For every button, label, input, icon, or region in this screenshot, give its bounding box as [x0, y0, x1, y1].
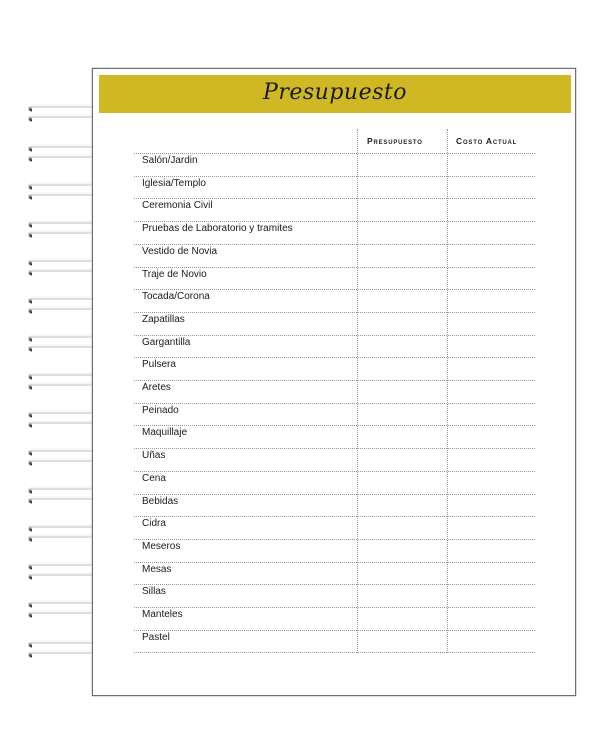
- table-row-label: Tocada/Corona: [142, 291, 210, 303]
- table-row-label: Zapatillas: [142, 313, 185, 325]
- table-row-label: Salón/Jardin: [142, 155, 198, 166]
- table-row-rule: [134, 198, 535, 199]
- table-row-rule: [134, 176, 535, 177]
- table-row-rule: [134, 357, 535, 358]
- table-row-label: Iglesia/Templo: [142, 177, 206, 189]
- table-row-label: Cena: [142, 472, 166, 484]
- table-row-rule: [134, 516, 535, 517]
- table-row-label: Meseros: [142, 540, 181, 552]
- column-divider: [357, 129, 358, 653]
- title-banner: [99, 75, 571, 113]
- table-row-label: Traje de Novio: [142, 268, 207, 280]
- table-row-label: Sillas: [142, 586, 166, 598]
- table-row-rule: [134, 221, 535, 222]
- table-row-label: Pulsera: [142, 359, 176, 371]
- table-row-rule: [134, 380, 535, 381]
- table-row-rule: [134, 607, 535, 608]
- column-divider: [447, 129, 448, 653]
- table-row-rule: [134, 448, 535, 449]
- table-row-label: Gargantilla: [142, 336, 191, 348]
- table-row-label: Bebidas: [142, 495, 179, 507]
- table-row-label: Cidra: [142, 518, 166, 530]
- column-header-presupuesto: Presupuesto: [367, 136, 423, 146]
- table-row-label: Maquillaje: [142, 427, 188, 439]
- table-row-label: Ceremonia Civil: [142, 200, 213, 212]
- page-title: Presupuesto: [263, 80, 407, 105]
- table-row-label: Pruebas de Laboratorio y tramites: [142, 223, 293, 235]
- table-row-rule: [134, 289, 535, 290]
- table-row-label: Aretes: [142, 382, 171, 393]
- planner-page: [92, 68, 576, 696]
- table-row-rule: [134, 584, 535, 585]
- table-row-rule: [134, 267, 535, 268]
- table-row-label: Uñas: [142, 450, 166, 462]
- table-row-rule: [134, 312, 535, 313]
- table-row-rule: [134, 539, 535, 540]
- table-row-label: Pastel: [142, 631, 170, 643]
- table-row-label: Peinado: [142, 404, 179, 416]
- table-row-rule: [134, 562, 535, 563]
- table-row-rule: [134, 652, 535, 653]
- table-row-rule: [134, 244, 535, 245]
- table-row-label: Mesas: [142, 563, 172, 575]
- column-header-costo-actual: Costo Actual: [456, 136, 518, 146]
- table-row-rule: [134, 630, 535, 631]
- table-row-rule: [134, 403, 535, 404]
- table-row-rule: [134, 335, 535, 336]
- table-row-rule: [134, 494, 535, 495]
- table-row-rule: [134, 425, 535, 426]
- header-rule: [134, 153, 535, 154]
- table-row-rule: [134, 471, 535, 472]
- table-row-label: Manteles: [142, 609, 183, 620]
- table-row-label: Vestido de Novia: [142, 245, 218, 257]
